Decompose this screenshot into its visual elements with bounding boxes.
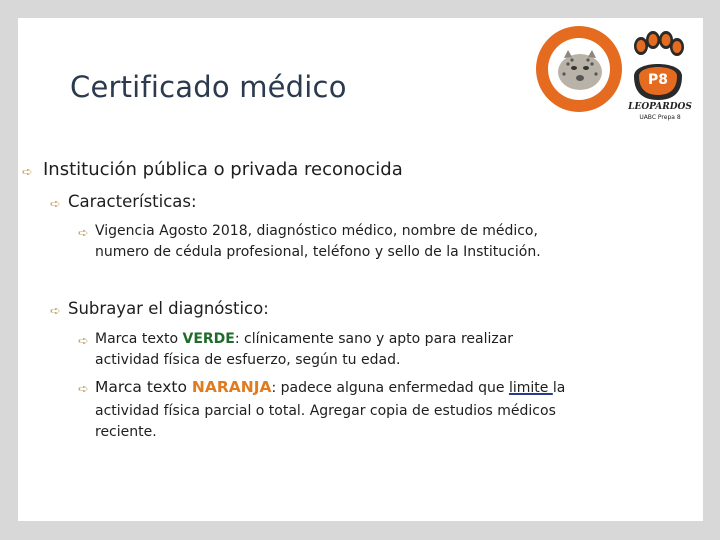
slide-title: Certificado médico [70, 70, 347, 104]
orange-suffix-a: : padece alguna enfermedad que [271, 380, 509, 396]
bullet-orange-line1 [95, 378, 565, 398]
bullet-arrow-icon: ➪ [78, 382, 89, 397]
jaguar-logo [534, 24, 624, 118]
green-prefix: Marca texto [95, 331, 183, 347]
bullet-institution: Institución pública o privada reconocida [43, 159, 403, 180]
bullet-orange-line2: actividad física parcial o total. Agregar copia de estudios médicos [95, 403, 556, 419]
paw-logo-text: LEOPARDOS [628, 102, 692, 112]
green-keyword: VERDE [182, 331, 235, 347]
bullet-arrow-icon: ➪ [22, 165, 33, 180]
bullet-green-line1 [95, 331, 513, 349]
bullet-arrow-icon: ➪ [78, 226, 89, 241]
orange-suffix-b: la [552, 380, 566, 396]
orange-underlined-word: limite [508, 380, 553, 396]
bullet-orange-line3: reciente. [95, 424, 157, 440]
bullet-arrow-icon: ➪ [78, 334, 89, 349]
svg-text:P8: P8 [647, 72, 669, 88]
bullet-arrow-icon: ➪ [50, 197, 61, 212]
bullet-characteristics: Características: [68, 192, 197, 211]
bullet-green-line2: actividad física de esfuerzo, según tu edad. [95, 352, 401, 368]
bullet-validity-line1: Vigencia Agosto 2018, diagnóstico médico, nombre de médico, [95, 223, 538, 239]
jaguar-logo-icon [534, 24, 624, 114]
orange-prefix: Marca texto [95, 378, 192, 396]
slide [18, 18, 703, 521]
paw-logo-subtext: UABC Prepa 8 [639, 114, 681, 121]
paw-logo [626, 30, 690, 129]
bullet-arrow-icon: ➪ [50, 304, 61, 319]
bullet-underline-diagnosis: Subrayar el diagnóstico: [68, 299, 269, 318]
bullet-validity-line2: numero de cédula profesional, teléfono y sello de la Institución. [95, 244, 541, 260]
green-suffix: : clínicamente sano y apto para realizar [234, 331, 514, 347]
orange-keyword: NARANJA [191, 378, 272, 396]
